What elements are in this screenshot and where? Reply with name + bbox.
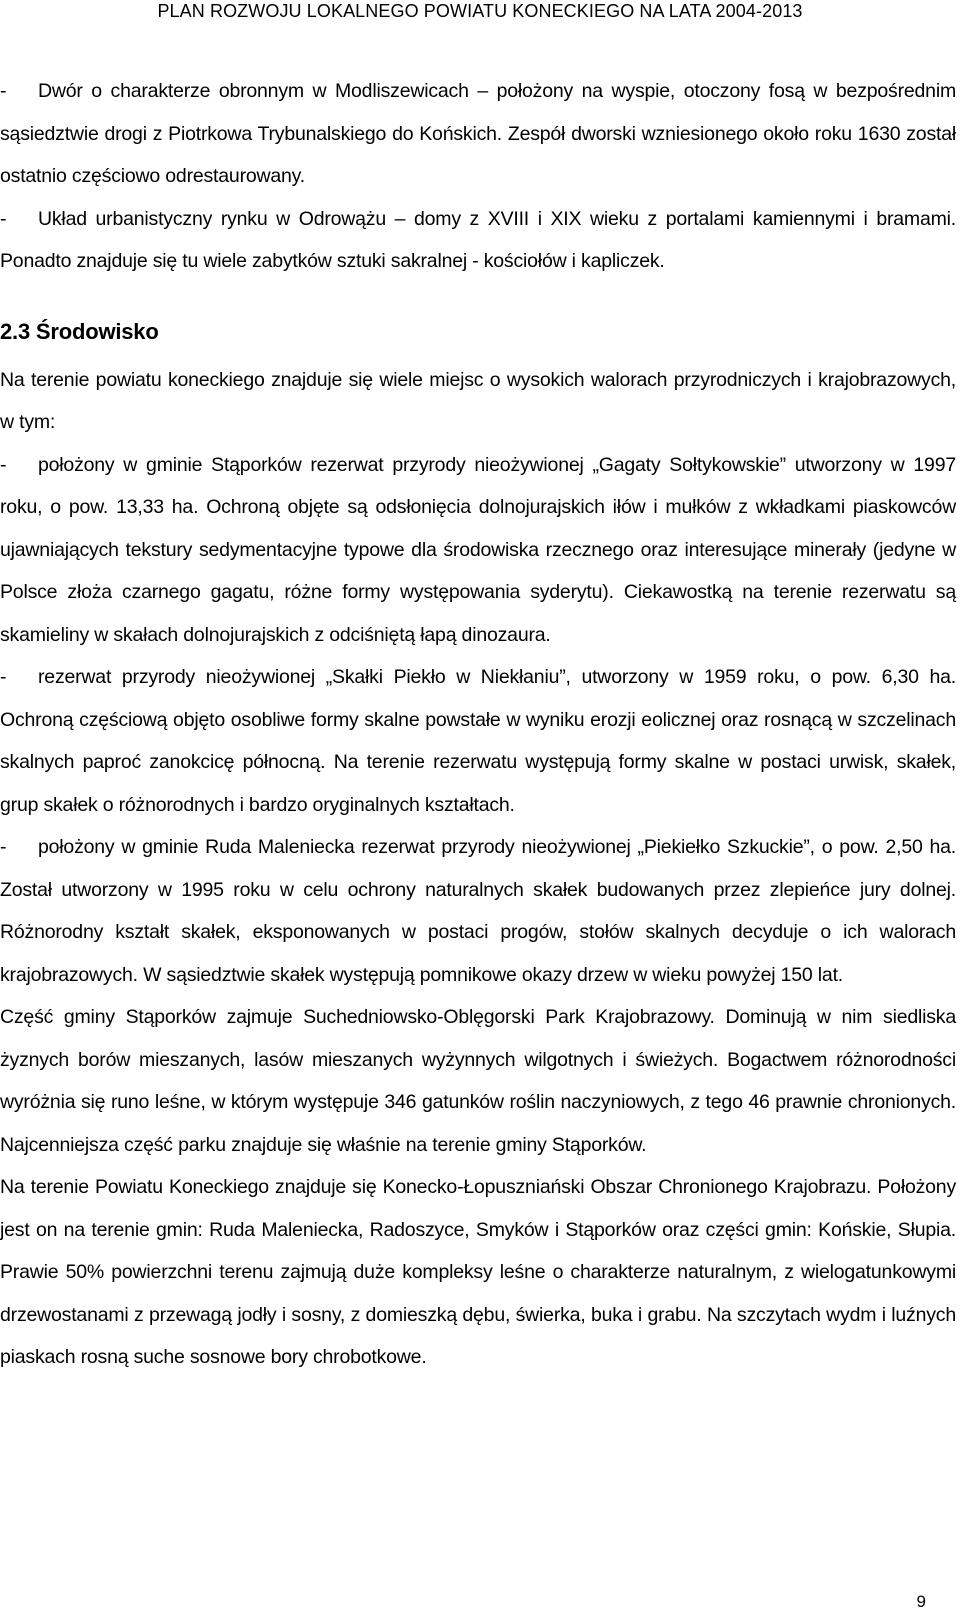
- list-item-text: Dwór o charakterze obronnym w Modliszewicach – położony na wyspie, otoczony fosą w bezpośrednim sąsiedztwie drogi z Piotrkowa Trybunalskiego do Końskich. Zespół dworski wzniesionego około roku 1630 został ostatnio częściowo odrestaurowany.: [0, 80, 956, 187]
- list-dash: -: [0, 453, 7, 476]
- document-body: [0, 70, 956, 1379]
- list-item-text: rezerwat przyrody nieożywionej „Skałki Piekło w Niekłaniu”, utworzony w 1959 roku, o pow. 6,30 ha. Ochroną częściową objęto osobliwe formy skalne powstałe w wyniku erozji eolicznej oraz rosnącą w szczelinach skalnych paproć zanokcicę północną. Na terenie rezerwatu występują formy skalne w postaci urwisk, skałek, grup skałek o różnorodnych i bardzo oryginalnych kształtach.: [0, 666, 956, 816]
- intro-paragraph: Na terenie powiatu koneckiego znajduje się wiele miejsc o wysokich walorach przyrodniczych i krajobrazowych, w tym:: [0, 368, 956, 433]
- page-number: 9: [916, 1592, 926, 1611]
- list-item-text: położony w gminie Stąporków rezerwat przyrody nieożywionej „Gagaty Sołtykowskie” utworzony w 1997 roku, o pow. 13,33 ha. Ochroną objęte są odsłonięcia dolnojurajskich iłów i mułków z wkładkami piaskowców ujawniających tekstury sedymentacyjne typowe dla środowiska rzecznego oraz interesujące minerały (jedyne w Polsce złoża czarnego gagatu, różne formy występowania syderytu). Ciekawostką na terenie rezerwatu są skamieliny w skałach dolnojurajskich z odciśniętą łapą dinozaura.: [0, 453, 956, 646]
- reserve-list: [0, 444, 956, 997]
- list-item: [0, 656, 956, 826]
- list-dash: -: [0, 666, 7, 688]
- list-item: [0, 826, 956, 996]
- list-dash: -: [0, 836, 7, 858]
- top-bullet-list: [0, 70, 956, 283]
- list-item: [0, 70, 956, 198]
- list-item-text: położony w gminie Ruda Maleniecka rezerwat przyrody nieożywionej „Piekiełko Szkuckie”, o pow. 2,50 ha. Został utworzony w 1995 roku w celu ochrony naturalnych skałek budowanych przez zlepieńce jury dolnej. Różnorodny kształt skałek, eksponowanych w postaci progów, stołów skalnych decyduje o ich walorach krajobrazowych. W sąsiedztwie skałek występują pomnikowe okazy drzew w wieku powyżej 150 lat.: [0, 836, 956, 986]
- landscape-area-paragraph: Na terenie Powiatu Koneckiego znajduje się Konecko-Łopuszniański Obszar Chronionego Krajobrazu. Położony jest on na terenie gmin: Ruda Maleniecka, Radoszyce, Smyków i Stąporków oraz części gmin: Końskie, Słupia. Prawie 50% powierzchni terenu zajmują duże kompleksy leśne o charakterze naturalnym, z wielogatunkowymi drzewostanami z przewagą jodły i sosny, z domieszką dębu, świerka, buka i grabu. Na szczytach wydm i luźnych piaskach rosną suche sosnowe bory chrobotkowe.: [0, 1176, 956, 1368]
- list-item: [0, 444, 956, 657]
- list-item: [0, 198, 956, 283]
- list-dash: -: [0, 207, 7, 230]
- park-paragraph: Część gminy Stąporków zajmuje Suchedniowsko-Oblęgorski Park Krajobrazowy. Dominują w nim siedliska żyznych borów mieszanych, lasów mieszanych wyżynnych wilgotnych i świeżych. Bogactwem różnorodności wyróżnia się runo leśne, w którym występuje 346 gatunków roślin naczyniowych, z tego 46 prawnie chronionych. Najcenniejsza część parku znajduje się właśnie na terenie gminy Stąporków.: [0, 1006, 956, 1156]
- list-dash: -: [0, 80, 7, 102]
- section-heading: 2.3 Środowisko: [0, 318, 159, 344]
- running-header: PLAN ROZWOJU LOKALNEGO POWIATU KONECKIEGO NA LATA 2004-2013: [157, 1, 803, 21]
- list-item-text: Układ urbanistyczny rynku w Odrowążu – domy z XVIII i XIX wieku z portalami kamiennymi i bramami. Ponadto znajduje się tu wiele zabytków sztuki sakralnej - kościołów i kapliczek.: [0, 207, 956, 272]
